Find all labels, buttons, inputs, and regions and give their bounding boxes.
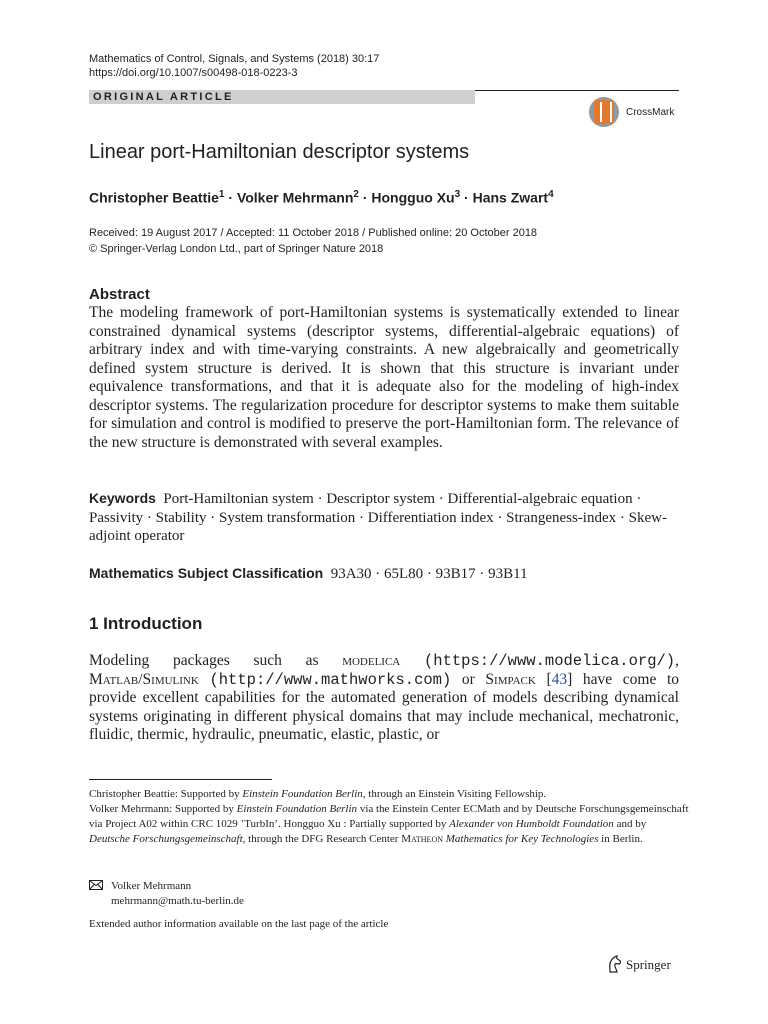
author-list [89, 186, 554, 207]
publication-dates [89, 225, 537, 257]
cite-bracket: ] [567, 670, 573, 688]
author-affiliation: 4 [548, 189, 554, 200]
article-type-label: ORIGINAL ARTICLE [93, 91, 234, 103]
funding-footnotes [89, 787, 689, 847]
contact-email[interactable]: mehrmann@math.tu-berlin.de [111, 895, 244, 907]
footnote-text: in Berlin. [598, 833, 643, 845]
footnote-funder: Einstein Foundation Berlin [236, 803, 358, 815]
footnote-rule [89, 779, 272, 780]
publisher-name: Springer [626, 957, 671, 972]
author-name[interactable]: Christopher Beattie [89, 189, 219, 206]
footnote-text: , through the DFG Research Center [242, 833, 402, 845]
footnote-mehrmann-xu [89, 802, 689, 847]
abstract-heading: Abstract [89, 286, 150, 303]
keywords-block [89, 489, 679, 546]
msc-codes: 93A30 · 65L80 · 93B17 · 93B11 [330, 566, 528, 582]
author-name[interactable]: Hans Zwart [472, 189, 549, 206]
intro-text-run: , [675, 652, 679, 669]
modelica-url[interactable]: (https://www.modelica.org/) [423, 652, 676, 670]
footnote-text: Volker Mehrmann: Supported by [89, 803, 237, 815]
section-heading-introduction: 1 Introduction [89, 614, 203, 633]
dates-line: Received: 19 August 2017 / Accepted: 11 October 2018 / Published online: 20 October 2018 [89, 227, 538, 239]
author-affiliation: 2 [353, 189, 359, 200]
footnote-funder: Alexander von Humboldt Foundation [449, 818, 614, 830]
author-affiliation: 3 [454, 189, 461, 200]
publisher-logo [607, 955, 671, 975]
author-separator: · [224, 189, 237, 206]
simpack-name: Simpack [485, 670, 536, 688]
abstract-text: The modeling framework of port-Hamiltonian systems is systematically extended to linear constrained dynamical systems (descriptor systems, differential-algebraic equations) of arbitrary index and with time-varying constraints. A new algebraically and geometrically defined system structure is derived. It is shown that this structure is invariant under equivalence transformations, and that it is adequate also for the modeling of high-index descriptor systems. The regularization procedure for descriptor systems to make them suitable for simulation and control is modified to preserve the port-Hamiltonian form. The relevance of the new structure is demonstrated with several examples. [89, 304, 679, 451]
modelica-name: modelica [342, 652, 401, 669]
intro-text-run: Modeling packages such as [89, 652, 343, 669]
footnote-text: , through an Einstein Visiting Fellowship. [362, 788, 547, 800]
envelope-icon [89, 880, 103, 890]
corresponding-author [89, 879, 244, 909]
header-rule [475, 90, 679, 91]
article-type-bar [89, 90, 475, 104]
author-name[interactable]: Hongguo Xu [371, 189, 455, 206]
intro-text-run: or [451, 670, 486, 688]
citation-link[interactable]: 43 [551, 670, 568, 688]
footnote-center: Matheon [401, 833, 443, 845]
author-name[interactable]: Volker Mehrmann [236, 189, 354, 206]
contact-name: Volker Mehrmann [111, 880, 192, 892]
intro-text-run: have come to provide excellent capabilities for the automated generation of models describing dynamical systems originating in different physical domains that may include mechanical, mechatronic, fluidic, thermic, hydraulic, pneumatic, elastic, plastic, or [89, 670, 679, 743]
crossmark-icon [589, 97, 619, 127]
keywords-text: Port-Hamiltonian system · Descriptor system · Differential-algebraic equation · Passivity · Stability · System transformation · Differentiation index · Strangeness-index · Skew-adjoint operator [89, 491, 667, 544]
author-separator: · [358, 189, 372, 206]
doi-link[interactable]: https://doi.org/10.1007/s00498-018-0223-3 [89, 67, 298, 79]
paper-title: Linear port-Hamiltonian descriptor systems [89, 141, 470, 163]
cite-bracket: [ [535, 670, 552, 688]
journal-citation: Mathematics of Control, Signals, and Systems (2018) 30:17 [89, 53, 380, 65]
footnote-program: Mathematics for Key Technologies [445, 833, 599, 845]
crossmark-badge[interactable] [589, 97, 679, 129]
keywords-label: Keywords [89, 490, 156, 506]
footnote-text: via the Einstein Center ECMath and by Deutsche Forschungsgemeinschaft via Project A02 within CRC 1029 ’TurbIn’. Hongguo Xu : Partially supported by [89, 803, 689, 830]
author-affiliation: 1 [218, 189, 225, 200]
springer-horse-icon [607, 955, 623, 973]
extended-author-info: Extended author information available on the last page of the article [89, 918, 389, 930]
copyright-line: © Springer-Verlag London Ltd., part of Springer Nature 2018 [89, 243, 384, 255]
footnote-text: and by [613, 818, 647, 830]
crossmark-label: CrossMark [626, 107, 675, 118]
msc-block [89, 564, 528, 583]
author-separator: · [460, 189, 473, 206]
mathworks-url[interactable]: (http://www.mathworks.com) [209, 670, 452, 689]
introduction-paragraph [89, 652, 679, 745]
footnote-funder: Deutsche Forschungsgemeinschaft [89, 833, 243, 845]
footnote-beattie [89, 787, 689, 802]
msc-label: Mathematics Subject Classification [89, 565, 324, 581]
matlab-name: Matlab/Simulink [89, 670, 199, 688]
footnote-text: Christopher Beattie: Supported by [89, 788, 243, 800]
footnote-funder: Einstein Foundation Berlin [242, 788, 363, 800]
